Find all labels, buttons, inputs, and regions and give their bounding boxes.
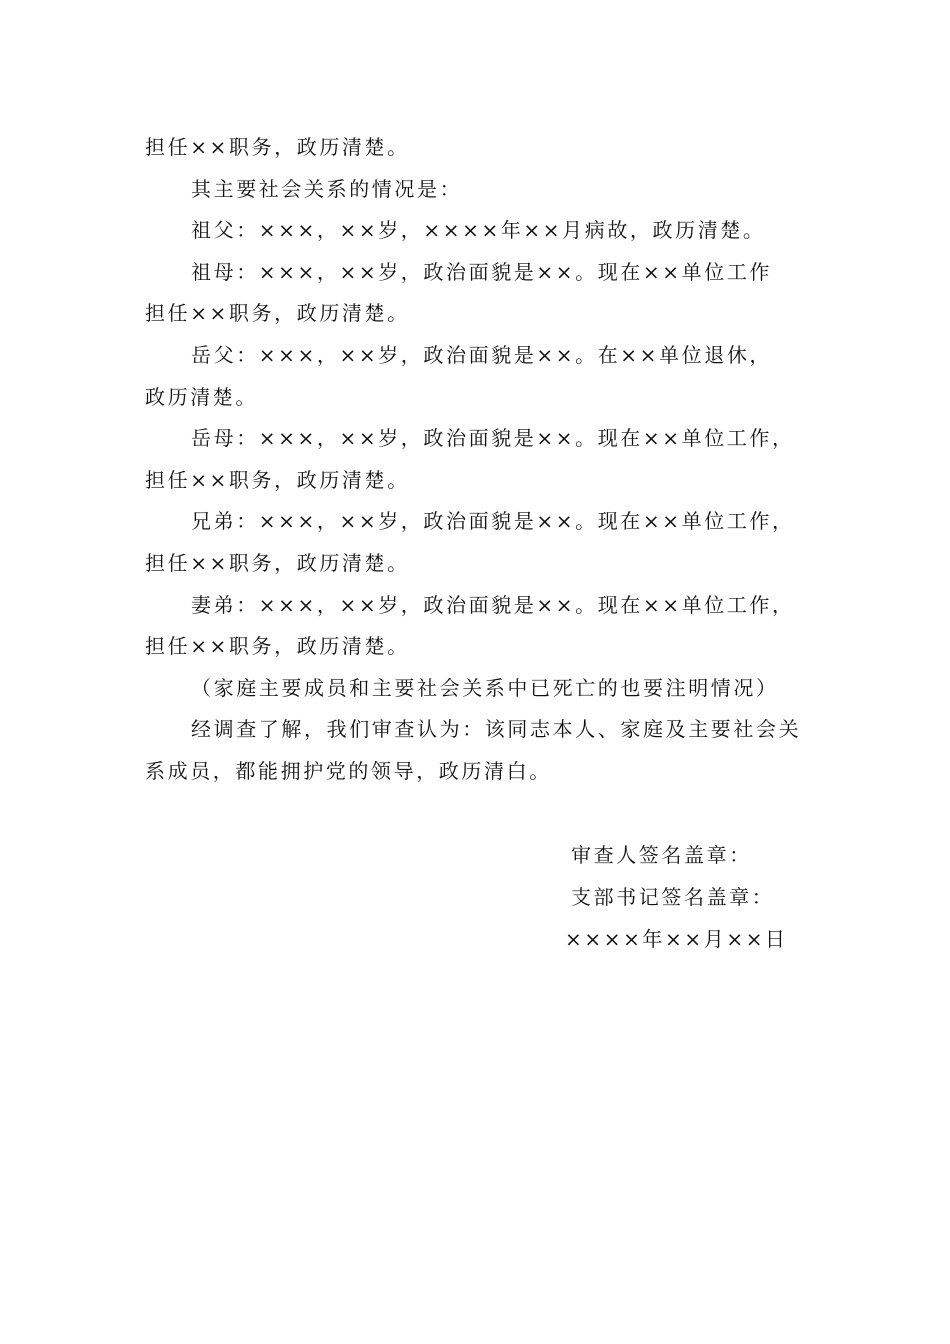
signature-block <box>565 834 825 960</box>
signature-date: ××××年××月××日 <box>565 927 788 951</box>
relation-grandmother: 祖母：×××，××岁，政治面貌是××。现在××单位工作 <box>191 259 773 284</box>
relation-father-in-law: 岳父：×××，××岁，政治面貌是××。在××单位退休， <box>191 342 773 367</box>
relation-brother: 兄弟：×××，××岁，政治面貌是××。现在××单位工作， <box>191 509 795 534</box>
relation-mother-in-law-cont: 担任××职务，政历清楚。 <box>145 467 410 492</box>
secretary-signature-label: 支部书记签名盖章： <box>571 885 775 909</box>
relation-grandfather: 祖父：×××，××岁，××××年××月病故，政历清楚。 <box>191 218 766 243</box>
paragraph-continuation: 担任××职务，政历清楚。 <box>145 135 410 159</box>
relation-wife-brother-cont: 担任××职务，政历清楚。 <box>145 634 410 659</box>
conclusion: 经调查了解，我们审查认为：该同志本人、家庭及主要社会关 <box>191 717 802 742</box>
relation-grandmother-cont: 担任××职务，政历清楚。 <box>145 301 410 326</box>
note-deceased-members: （家庭主要成员和主要社会关系中已死亡的也要注明情况） <box>191 675 779 700</box>
relation-father-in-law-cont: 政历清楚。 <box>145 384 258 409</box>
conclusion-cont: 系成员，都能拥护党的领导，政历清白。 <box>145 758 552 783</box>
social-relations-intro: 其主要社会关系的情况是： <box>191 176 463 201</box>
reviewer-signature-label: 审查人签名盖章： <box>571 843 752 867</box>
document-body <box>145 127 825 793</box>
relation-brother-cont: 担任××职务，政历清楚。 <box>145 550 410 575</box>
relation-mother-in-law: 岳母：×××，××岁，政治面貌是××。现在××单位工作， <box>191 426 795 451</box>
relation-wife-brother: 妻弟：×××，××岁，政治面貌是××。现在××单位工作， <box>191 592 795 617</box>
